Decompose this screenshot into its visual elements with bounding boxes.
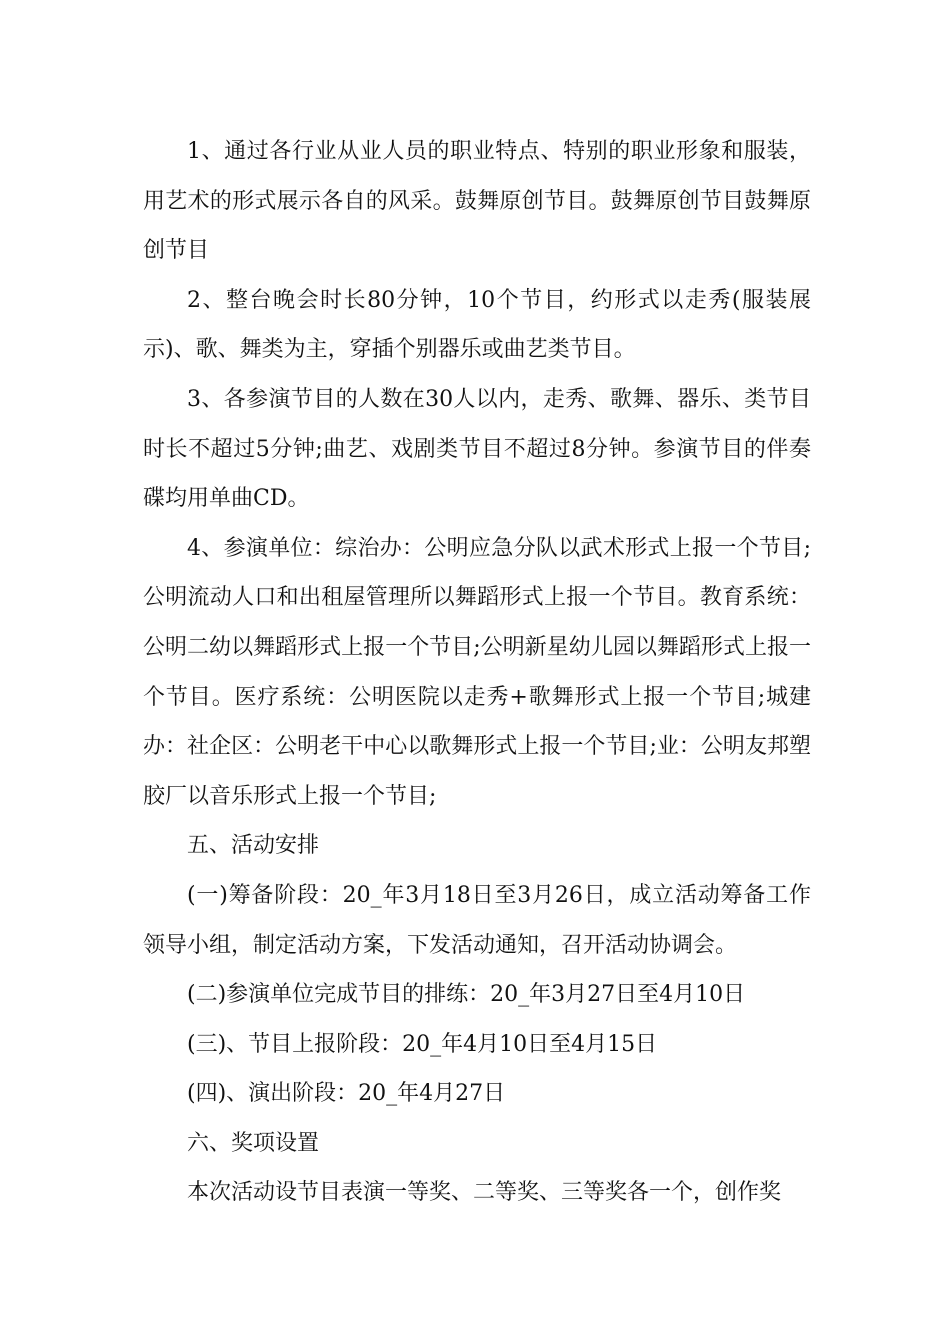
schedule-item-4: (四)、演出阶段：20_年4月27日 xyxy=(187,1081,506,1107)
section-heading-awards: 六、奖项设置 xyxy=(187,1130,320,1156)
schedule-item-2: (二)参演单位完成节目的排练：20_年3月27日至4月10日 xyxy=(187,982,746,1008)
paragraph-requirement-4: 4、参演单位：综治办：公明应急分队以武术形式上报一个节目;公明流动人口和出租屋管理所以舞蹈形式上报一个节目。教育系统：公明二幼以舞蹈形式上报一个节目;公明新星幼儿园以舞蹈形式上报一个节目。医疗系统：公明医院以走秀+歌舞形式上报一个节目;城建办：社企区：公明老干中心以歌舞形式上报一个节目;业：公明友邦塑胶厂以音乐形式上报一个节目; xyxy=(143,535,811,809)
paragraph-requirement-3: 3、各参演节目的人数在30人以内，走秀、歌舞、器乐、类节目时长不超过5分钟;曲艺、戏剧类节目不超过8分钟。参演节目的伴奏碟均用单曲CD。 xyxy=(143,386,811,512)
document-body xyxy=(143,127,811,1218)
schedule-item-3: (三)、节目上报阶段：20_年4月10日至4月15日 xyxy=(187,1031,658,1057)
schedule-item-1: (一)筹备阶段：20_年3月18日至3月26日，成立活动筹备工作领导小组，制定活动方案，下发活动通知，召开活动协调会。 xyxy=(143,882,811,958)
section-heading-schedule: 五、活动安排 xyxy=(187,833,320,859)
paragraph-requirement-1: 1、通过各行业从业人员的职业特点、特别的职业形象和服装，用艺术的形式展示各自的风采。鼓舞原创节目。鼓舞原创节目鼓舞原创节目 xyxy=(143,139,811,264)
paragraph-requirement-2: 2、整台晚会时长80分钟，10个节目，约形式以走秀(服装展示)、歌、舞类为主，穿插个别器乐或曲艺类节目。 xyxy=(143,287,811,363)
paragraph-awards: 本次活动设节目表演一等奖、二等奖、三等奖各一个，创作奖 xyxy=(187,1180,782,1206)
